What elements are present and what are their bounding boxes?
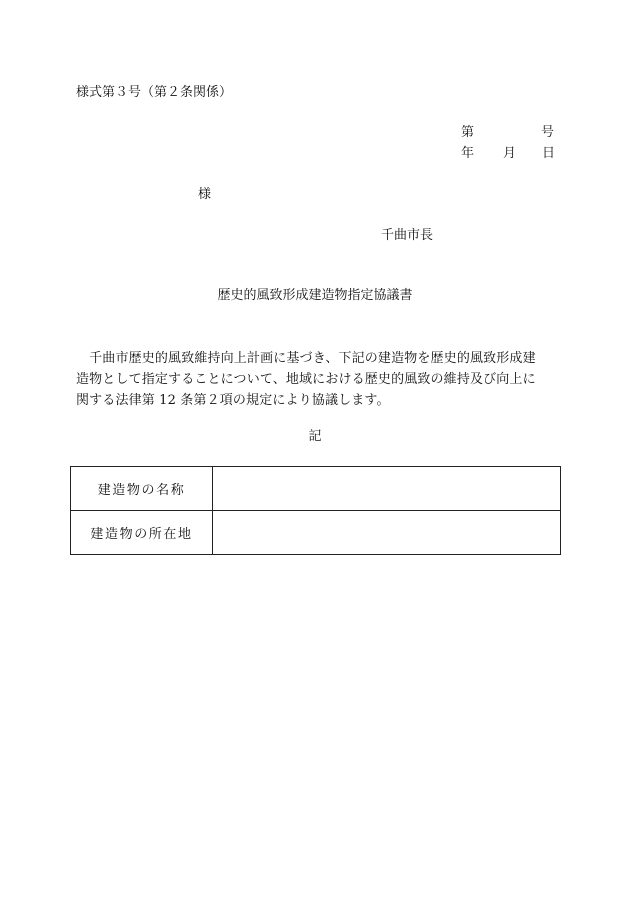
- document-number-suffix: 号: [541, 125, 555, 140]
- table-row: [71, 511, 561, 555]
- body-line: 千曲市歴史的風致維持向上計画に基づき、下記の建造物を歴史的風致形成建: [76, 351, 536, 366]
- building-location-label: 建造物の所在地: [71, 511, 213, 555]
- addressee-honorific: 様: [198, 187, 212, 202]
- form-number: 様式第３号（第２条関係）: [76, 85, 233, 100]
- date-month-label: 月: [503, 146, 517, 161]
- date-year-label: 年: [461, 146, 475, 161]
- building-name-label: 建造物の名称: [71, 467, 213, 511]
- document-number-prefix: 第: [461, 125, 475, 140]
- building-location-field[interactable]: [213, 511, 561, 555]
- body-line: 造物として指定することについて、地域における歴史的風致の維持及び向上に: [76, 372, 536, 387]
- body-paragraph: [76, 348, 566, 411]
- details-table: [70, 466, 561, 555]
- ki-label: 記: [308, 429, 322, 444]
- document-title: 歴史的風致形成建造物指定協議書: [217, 288, 413, 303]
- date-day-label: 日: [542, 146, 556, 161]
- body-line: 関する法律第 12 条第２項の規定により協議します。: [76, 393, 390, 408]
- issuer-name: 千曲市長: [381, 228, 434, 243]
- table-row: [71, 467, 561, 511]
- building-name-field[interactable]: [213, 467, 561, 511]
